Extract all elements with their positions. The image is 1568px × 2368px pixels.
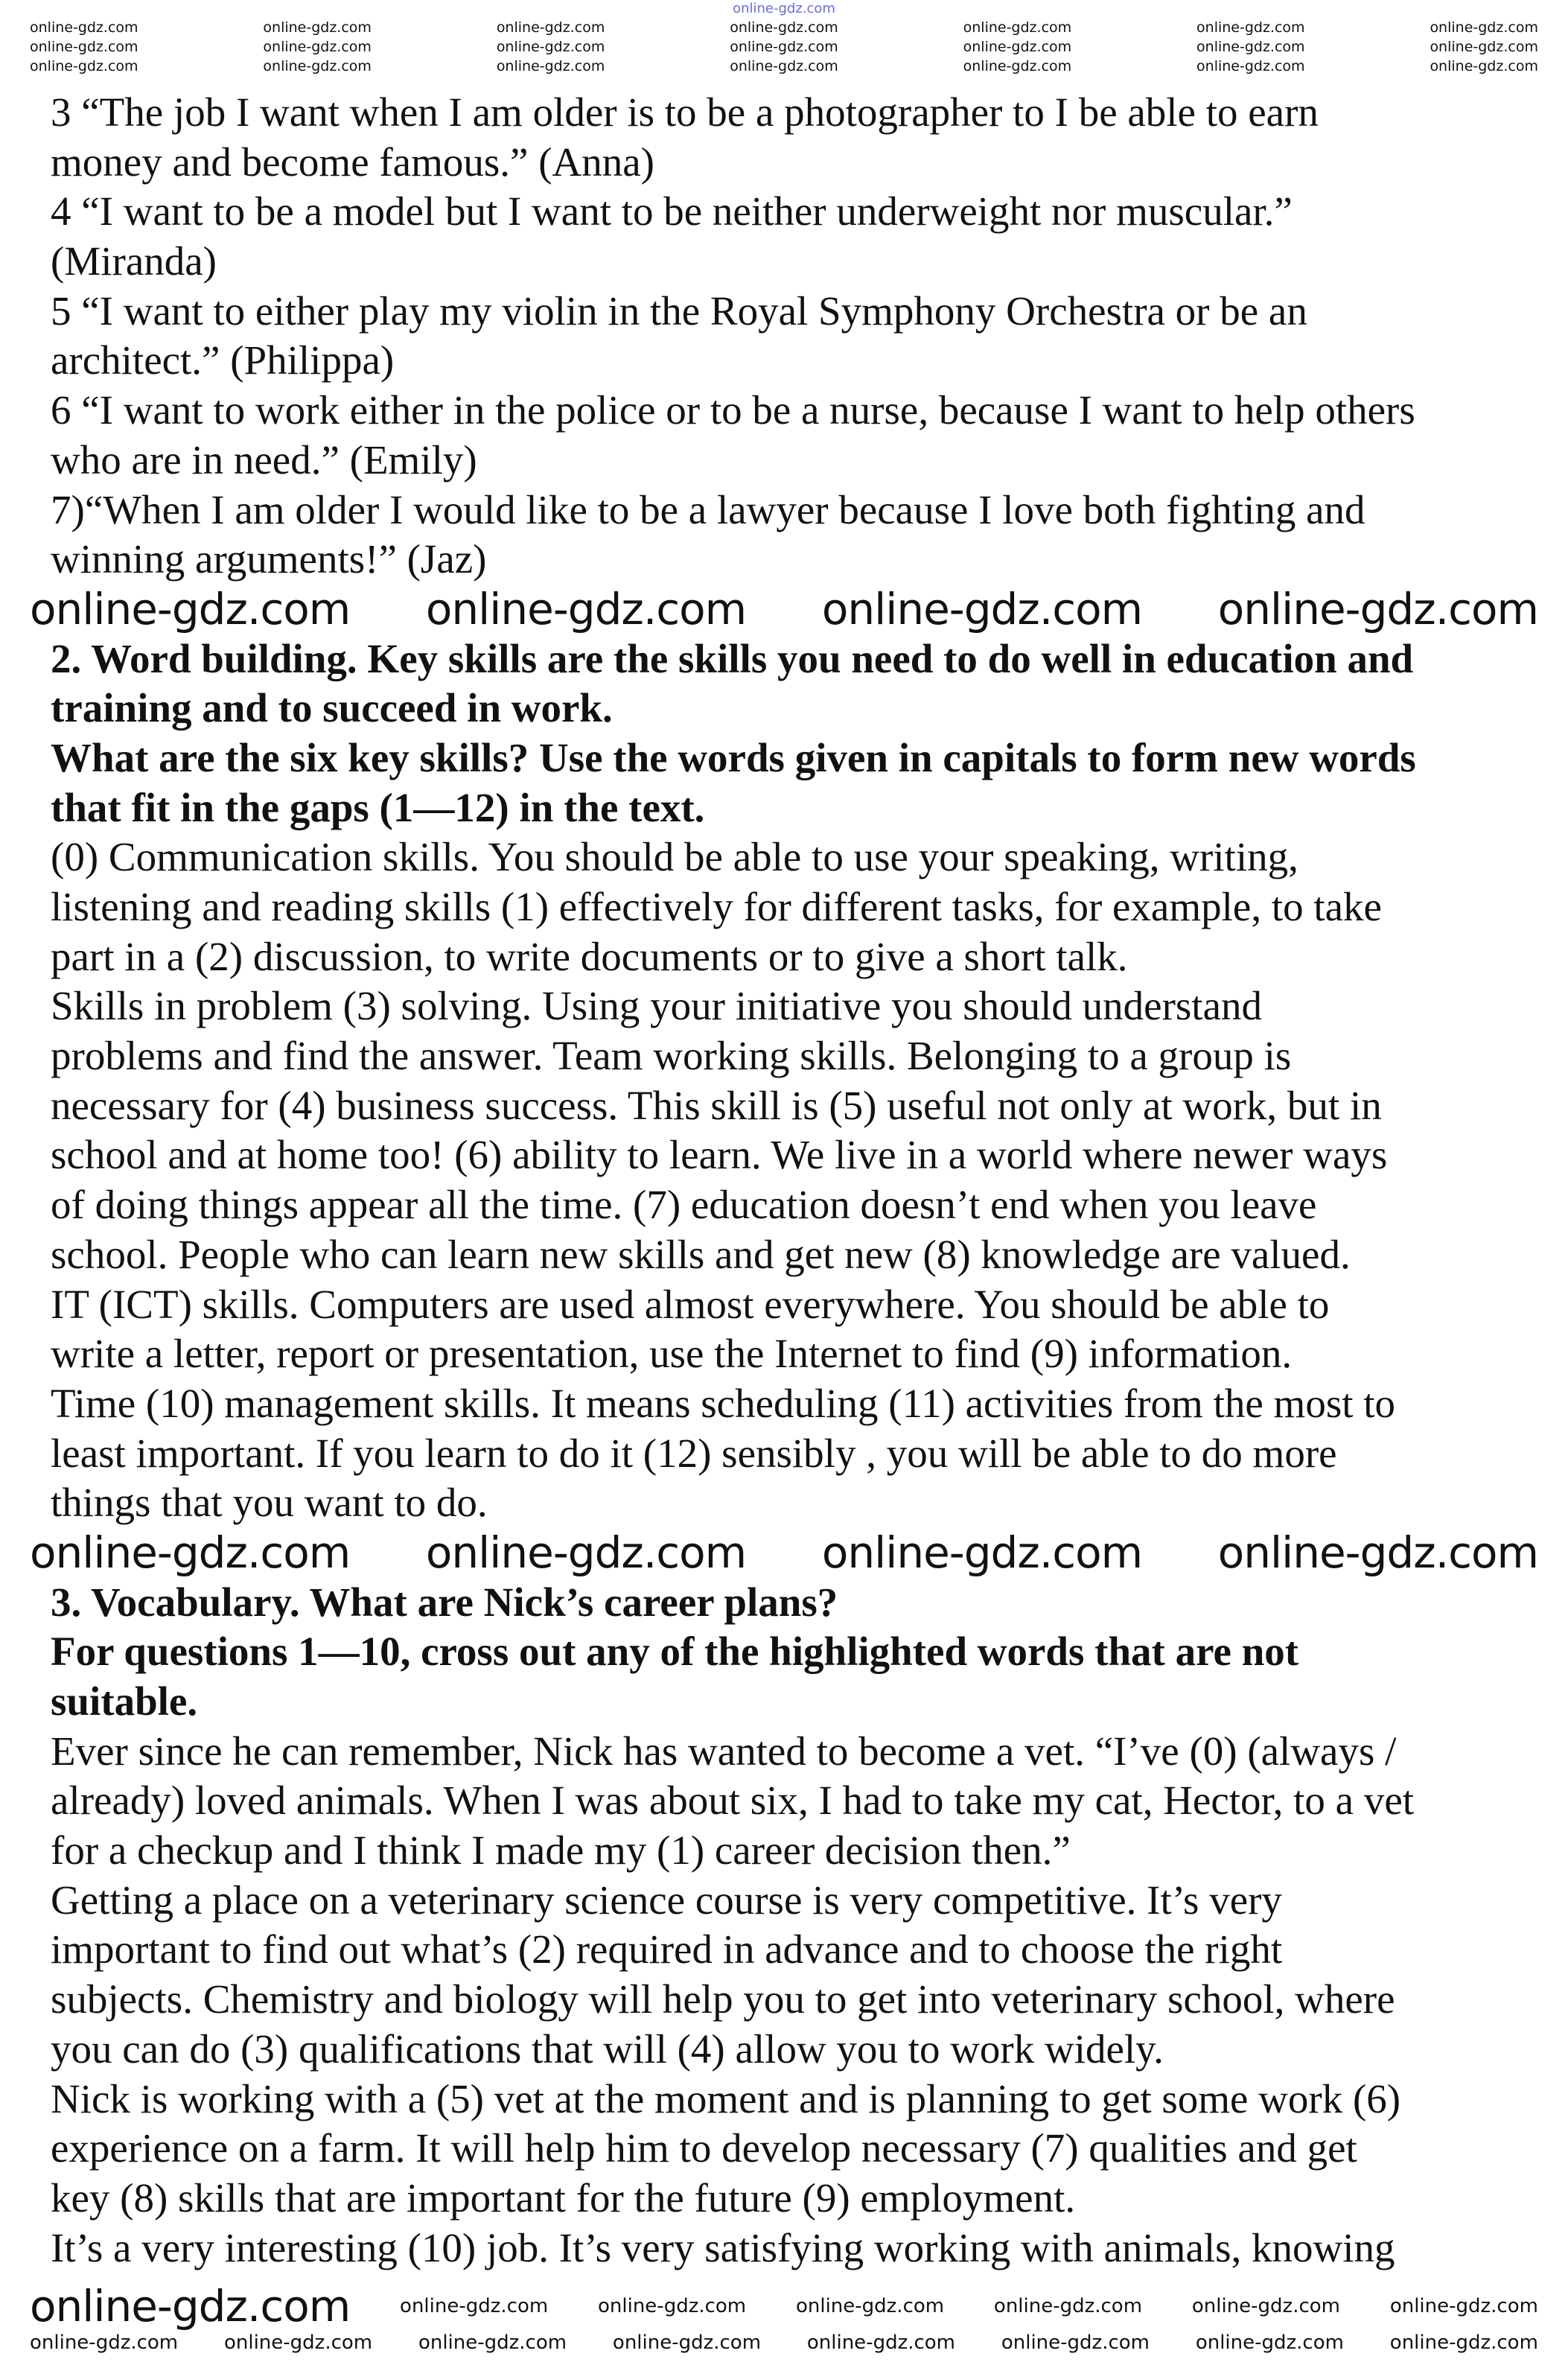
text-line: winning arguments!” (Jaz): [51, 536, 487, 582]
watermark-text: online-gdz.com: [730, 58, 838, 74]
text-line: listening and reading skills (1) effectively for different tasks, for example, to take: [51, 884, 1382, 929]
watermark-text: online-gdz.com: [263, 39, 372, 55]
watermark-text: online-gdz.com: [30, 1528, 351, 1577]
watermark-text: online-gdz.com: [425, 585, 747, 634]
text-line: 4 “I want to be a model but I want to be neither underweight nor muscular.”: [51, 188, 1293, 235]
exercise-heading-line: 3. Vocabulary. What are Nick’s career plans?: [51, 1579, 838, 1625]
watermark-text: online-gdz.com: [1195, 2332, 1344, 2354]
text-line: 5 “I want to either play my violin in the Royal Symphony Orchestra or be an: [51, 287, 1307, 334]
exercise-heading-line: For questions 1—10, cross out any of the highlighted words that are not: [51, 1629, 1299, 1675]
exercise-heading-line: 2. Word building. Key skills are the skills you need to do well in education and: [51, 635, 1414, 681]
text-line: part in a (2) discussion, to write documents or to give a short talk.: [51, 933, 1128, 979]
watermark-zone-top: [30, 0, 1538, 85]
text-line: 3 “The job I want when I am older is to be a photographer to I be able to earn: [51, 89, 1319, 135]
text-line: experience on a farm. It will help him to develop necessary (7) qualities and get: [51, 2125, 1357, 2171]
text-line: Time (10) management skills. It means scheduling (11) activities from the most to: [51, 1380, 1396, 1426]
watermark-text: online-gdz.com: [733, 1, 835, 16]
watermark-text: online-gdz.com: [963, 39, 1072, 55]
text-line: IT (ICT) skills. Computers are used almost everywhere. You should be able to: [51, 1281, 1330, 1327]
text-line: Ever since he can remember, Nick has wanted to become a vet. “I’ve (0) (always /: [51, 1728, 1397, 1774]
watermark-row: [30, 1528, 1538, 1577]
watermark-text: online-gdz.com: [30, 2332, 179, 2354]
text-line: Getting a place on a veterinary science course is very competitive. It’s very: [51, 1877, 1282, 1923]
watermark-row: [30, 585, 1538, 634]
watermark-text: online-gdz.com: [223, 2332, 373, 2354]
watermark-text: online-gdz.com: [263, 19, 372, 36]
watermark-text: online-gdz.com: [598, 2295, 747, 2317]
watermark-text: online-gdz.com: [30, 585, 351, 634]
watermark-text: online-gdz.com: [963, 58, 1072, 74]
text-line: for a checkup and I think I made my (1) career decision then.”: [51, 1827, 1071, 1874]
text-line: It’s a very interesting (10) job. It’s very satisfying working with animals, knowing: [51, 2224, 1395, 2270]
watermark-row: [30, 37, 1538, 57]
text-line: write a letter, report or presentation, use the Internet to find (9) information.: [51, 1331, 1293, 1377]
text-line: necessary for (4) business success. This skill is (5) useful not only at work, but in: [51, 1082, 1382, 1128]
watermark-text: online-gdz.com: [1001, 2332, 1150, 2354]
text-line: already) loved animals. When I was about six, I had to take my cat, Hector, to a vet: [51, 1777, 1415, 1824]
text-line: important to find out what’s (2) required in advance and to choose the right: [51, 1926, 1283, 1973]
watermark-text: online-gdz.com: [1191, 2295, 1340, 2317]
watermark-text: online-gdz.com: [1217, 585, 1538, 634]
watermark-text: online-gdz.com: [30, 58, 138, 74]
text-line: you can do (3) qualifications that will (4) allow you to work widely.: [51, 2025, 1164, 2072]
watermark-text: online-gdz.com: [1430, 58, 1538, 74]
watermark-text: online-gdz.com: [496, 39, 605, 55]
watermark-row: [30, 2282, 1538, 2331]
text-line: things that you want to do.: [51, 1480, 488, 1526]
watermark-text: online-gdz.com: [612, 2332, 762, 2354]
watermark-row: [30, 2331, 1538, 2355]
text-line: 6 “I want to work either in the police or to be a nurse, because I want to help others: [51, 387, 1415, 433]
watermark-text: online-gdz.com: [1389, 2332, 1538, 2354]
watermark-text: online-gdz.com: [263, 58, 372, 74]
watermark-text: online-gdz.com: [806, 2332, 956, 2354]
text-line: architect.” (Philippa): [51, 337, 395, 383]
text-line: of doing things appear all the time. (7) education doesn’t end when you leave: [51, 1182, 1317, 1228]
text-line: subjects. Chemistry and biology will help you to get into veterinary school, where: [51, 1976, 1395, 2022]
text-line: who are in need.” (Emily): [51, 436, 477, 483]
text-line: Nick is working with a (5) vet at the moment and is planning to get some work (6): [51, 2075, 1401, 2122]
text-line: Skills in problem (3) solving. Using your initiative you should understand: [51, 983, 1262, 1029]
watermark-text: online-gdz.com: [1196, 58, 1305, 74]
text-line: least important. If you learn to do it (12) sensibly , you will be able to do more: [51, 1430, 1337, 1476]
text-line: (Miranda): [51, 238, 217, 284]
watermark-text: online-gdz.com: [30, 19, 138, 36]
watermark-text: online-gdz.com: [730, 39, 838, 55]
watermark-text: online-gdz.com: [963, 19, 1072, 36]
watermark-text: online-gdz.com: [1196, 39, 1305, 55]
text-line: (0) Communication skills. You should be able to use your speaking, writing,: [51, 834, 1298, 880]
watermark-text: online-gdz.com: [418, 2332, 567, 2354]
text-line: school and at home too! (6) ability to learn. We live in a world where newer ways: [51, 1132, 1388, 1178]
watermark-text: online-gdz.com: [1430, 39, 1538, 55]
exercise-heading-line: that fit in the gaps (1—12) in the text.: [51, 784, 705, 830]
text-line: 7)“When I am older I would like to be a lawyer because I love both fighting and: [51, 486, 1365, 532]
watermark-text: online-gdz.com: [1430, 19, 1538, 36]
watermark-text: online-gdz.com: [1389, 2295, 1538, 2317]
watermark-text: online-gdz.com: [400, 2295, 549, 2317]
watermark-zone-bottom: [30, 2282, 1538, 2365]
watermark-text: online-gdz.com: [795, 2295, 945, 2317]
watermark-text: online-gdz.com: [821, 585, 1143, 634]
watermark-text: online-gdz.com: [30, 2282, 351, 2331]
watermark-zone-blank-2: [30, 1528, 1538, 1577]
watermark-text: online-gdz.com: [496, 19, 605, 36]
text-line: key (8) skills that are important for the future (9) employment.: [51, 2174, 1076, 2221]
exercise-heading-line: What are the six key skills? Use the words given in capitals to form new words: [51, 734, 1416, 780]
watermark-text: online-gdz.com: [993, 2295, 1143, 2317]
watermark-text: online-gdz.com: [425, 1528, 747, 1577]
exercise-heading-line: training and to succeed in work.: [51, 685, 613, 731]
exercise-heading-line: suitable.: [51, 1678, 198, 1724]
text-line: money and become famous.” (Anna): [51, 139, 654, 185]
watermark-row: [30, 0, 1538, 18]
watermark-text: online-gdz.com: [1217, 1528, 1538, 1577]
watermark-row: [30, 57, 1538, 76]
document-page: [51, 88, 1540, 2273]
watermark-text: online-gdz.com: [496, 58, 605, 74]
watermark-text: online-gdz.com: [821, 1528, 1143, 1577]
watermark-zone-blank-1: [30, 585, 1538, 634]
text-line: problems and find the answer. Team working skills. Belonging to a group is: [51, 1033, 1292, 1079]
watermark-row: [30, 18, 1538, 37]
watermark-text: online-gdz.com: [30, 39, 138, 55]
watermark-text: online-gdz.com: [730, 19, 838, 36]
watermark-text: online-gdz.com: [1196, 19, 1305, 36]
text-line: school. People who can learn new skills and get new (8) knowledge are valued.: [51, 1231, 1351, 1277]
